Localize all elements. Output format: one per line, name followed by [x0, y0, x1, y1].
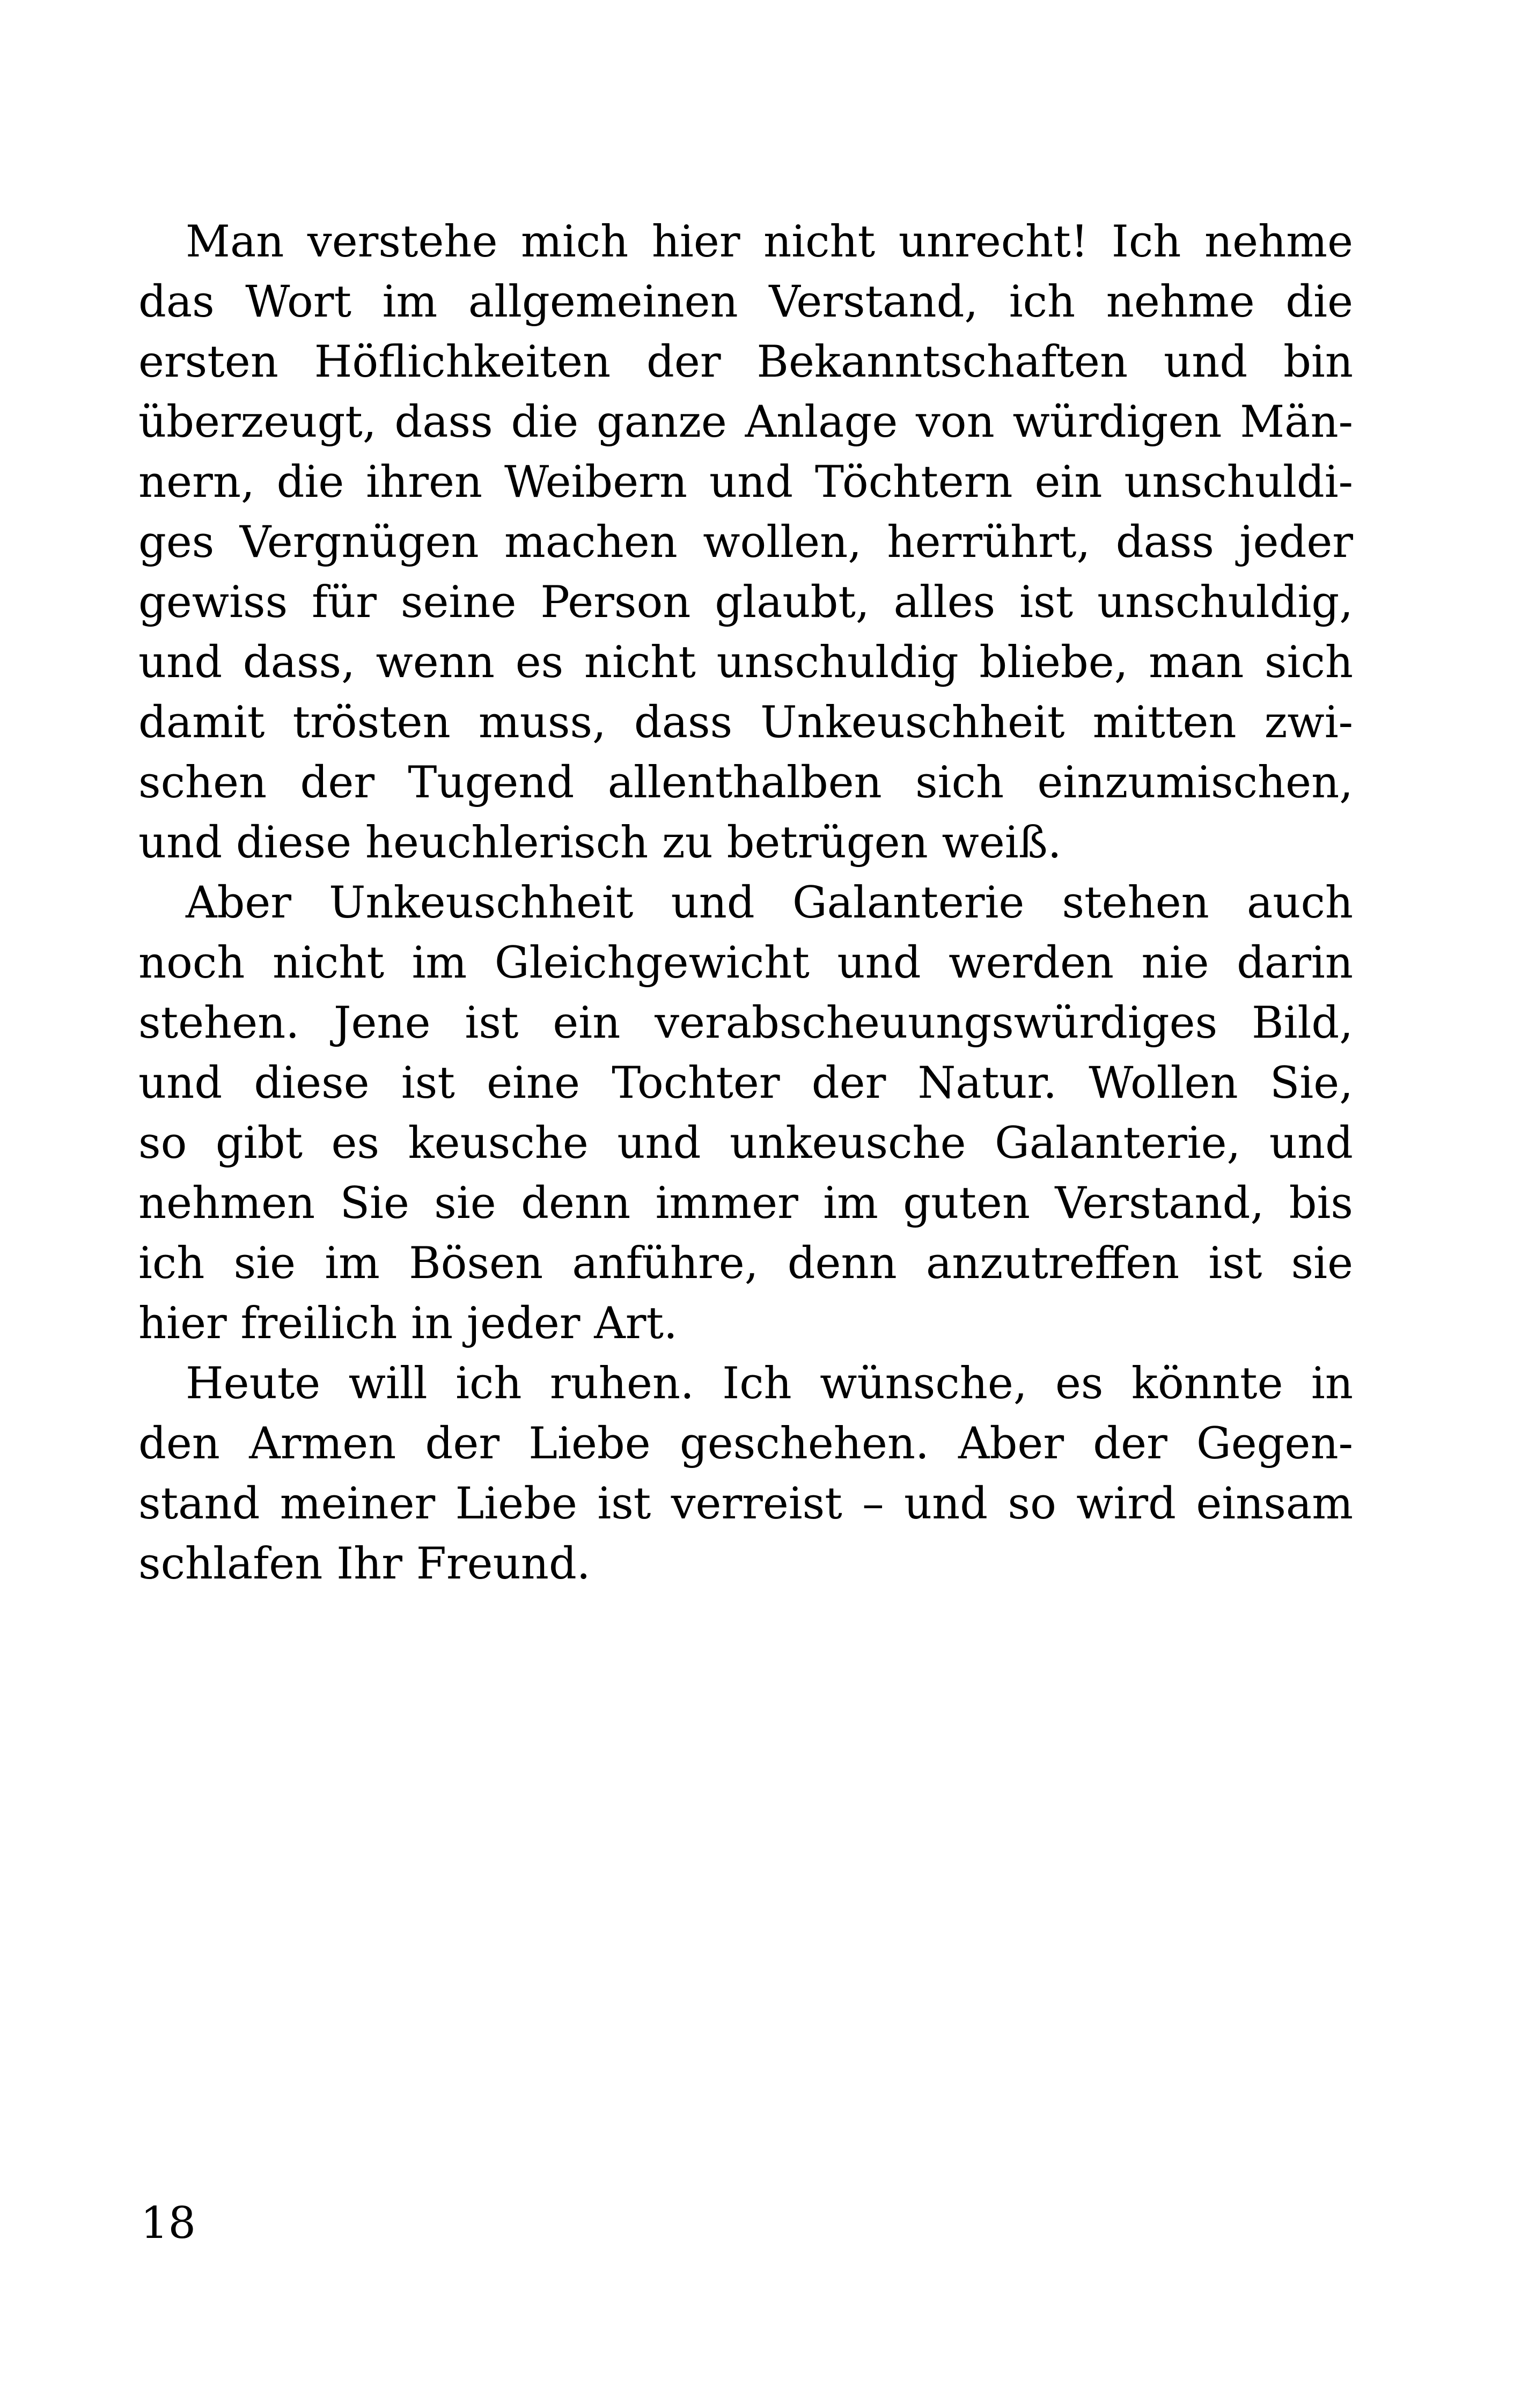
text-line: ges Vergnügen machen wollen, herrührt, dass jeder	[138, 517, 1353, 568]
body-text	[138, 212, 1353, 1594]
text-line: und dass, wenn es nicht unschuldig bliebe, man sich	[138, 637, 1353, 688]
text-line: hier freilich in jeder Art.	[138, 1298, 678, 1349]
text-line: überzeugt, dass die ganze Anlage von würdigen Män-	[138, 397, 1353, 447]
text-line: Heute will ich ruhen. Ich wünsche, es könnte in	[186, 1359, 1353, 1409]
text-line: und diese heuchlerisch zu betrügen weiß.	[138, 818, 1062, 868]
text-line: gewiss für seine Person glaubt, alles ist unschuldig,	[138, 577, 1353, 628]
text-line: ich sie im Bösen anführe, denn anzutreffen ist sie	[138, 1238, 1353, 1289]
page-number: 18	[141, 2198, 196, 2249]
text-line: den Armen der Liebe geschehen. Aber der Gegen-	[138, 1419, 1353, 1469]
text-line: stehen. Jene ist ein verabscheuungswürdiges Bild,	[138, 998, 1353, 1048]
text-line: noch nicht im Gleichgewicht und werden nie darin	[138, 938, 1353, 988]
text-line: ersten Höflichkeiten der Bekanntschaften und bin	[138, 337, 1353, 387]
text-line: Man verstehe mich hier nicht unrecht! Ich nehme	[186, 217, 1353, 267]
text-line: damit trösten muss, dass Unkeuschheit mitten zwi-	[138, 698, 1353, 748]
text-line: und diese ist eine Tochter der Natur. Wollen Sie,	[138, 1058, 1353, 1108]
text-line: Aber Unkeuschheit und Galanterie stehen auch	[186, 878, 1353, 928]
text-line: stand meiner Liebe ist verreist – und so wird einsam	[138, 1479, 1353, 1529]
text-line: das Wort im allgemeinen Verstand, ich nehme die	[138, 277, 1353, 327]
text-line: schlafen Ihr Freund.	[138, 1539, 591, 1589]
text-line: so gibt es keusche und unkeusche Galanterie, und	[138, 1118, 1353, 1169]
text-line: nehmen Sie sie denn immer im guten Verstand, bis	[138, 1178, 1353, 1229]
text-line: schen der Tugend allenthalben sich einzumischen,	[138, 758, 1353, 808]
text-line: nern, die ihren Weibern und Töchtern ein unschuldi-	[138, 457, 1353, 508]
